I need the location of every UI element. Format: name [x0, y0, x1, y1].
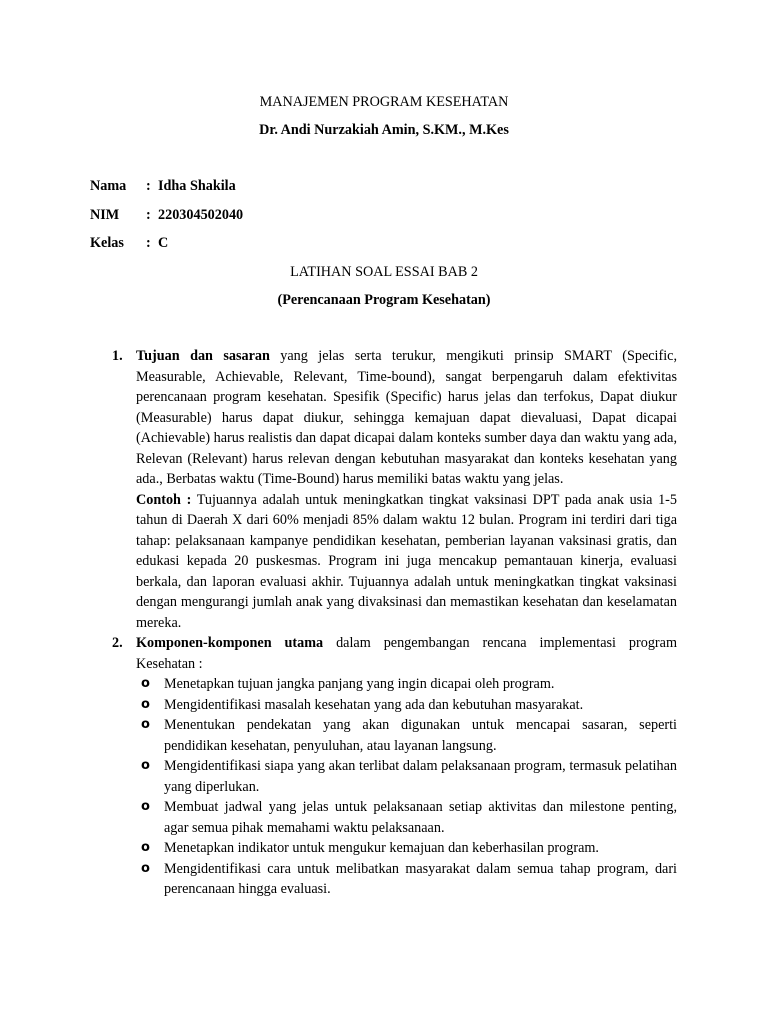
bullet-icon: o	[141, 676, 150, 691]
list-item	[136, 859, 677, 900]
list-item	[136, 674, 677, 695]
list-item	[136, 695, 677, 716]
answer-lead: Komponen-komponen utama	[136, 635, 324, 651]
bullet-text: Mengidentifikasi siapa yang akan terlibat dalam pelaksanaan program, termasuk pelatihan yang diperlukan.	[164, 758, 677, 795]
student-name-row	[90, 176, 236, 197]
answer-paragraph	[136, 633, 677, 674]
name-label: Nama	[90, 178, 127, 194]
bullet-text: Menetapkan tujuan jangka panjang yang ingin dicapai oleh program.	[164, 676, 555, 692]
example-text: Tujuannya adalah untuk meningkatkan tingkat vaksinasi DPT pada anak usia 1-5 tahun di Daerah X dari 60% menjadi 85% dalam waktu 12 bulan. Program ini terdiri dari tiga tahap: pelaksanaan kampanye pendidikan kesehatan, pemberian layanan vaksinasi gratis, dan edukasi kepada 20 puskesmas. Program ini juga mencakup pemantauan kinerja, evaluasi berkala, dan laporan evaluasi akhir. Tujuannya adalah untuk meningkatkan tingkat vaksinasi dengan mengurangi jumlah anak yang divaksinasi dan memastikan kesehatan dan keselamatan mereka.	[136, 491, 677, 631]
bullet-text: Membuat jadwal yang jelas untuk pelaksanaan setiap aktivitas dan milestone penting, agar semua pihak memahami waktu pelaksanaan.	[164, 799, 677, 836]
bullet-icon: o	[141, 717, 150, 732]
item-number: 2.	[112, 635, 123, 651]
section-subtitle: (Perencanaan Program Kesehatan)	[277, 292, 491, 308]
bullet-icon: o	[141, 696, 150, 712]
list-item	[136, 756, 677, 797]
answer-text: dalam pengembangan rencana implementasi program Kesehatan :	[136, 635, 677, 672]
student-class-row	[90, 233, 168, 254]
answer-item-2	[112, 633, 677, 900]
answer-item-1	[112, 346, 677, 633]
list-item	[136, 797, 677, 838]
bullet-icon: o	[141, 799, 150, 814]
bullet-icon: o	[141, 840, 150, 855]
bullet-text: Menentukan pendekatan yang akan digunakan untuk mencapai sasaran, seperti pendidikan kesehatan, penyuluhan, atau layanan langsung.	[164, 717, 677, 754]
list-item	[136, 838, 677, 859]
answer-text: yang jelas serta terukur, mengikuti prinsip SMART (Specific, Measurable, Achievable, Relevant, Time-bound), sangat berpengaruh dalam efektivitas perencanaan program kesehatan. Spesifik (Specific) harus jelas dan terfokus, Dapat diukur (Measurable) harus dapat diukur, sehingga kemajuan dapat dievaluasi, Dapat dicapai (Achievable) harus realistis dan dapat dicapai dalam konteks sumber daya dan waktu yang ada, Relevan (Relevant) harus relevan dengan kebutuhan masyarakat dan konteks kesehatan yang ada., Berbatas waktu (Time-Bound) harus memiliki batas waktu yang jelas.	[136, 348, 677, 487]
name-value: Idha Shakila	[158, 178, 236, 194]
example-label: Contoh :	[136, 491, 192, 508]
nim-separator: :	[146, 207, 151, 223]
nim-label: NIM	[90, 207, 120, 223]
nim-value: 220304502040	[158, 207, 244, 223]
example-paragraph	[136, 490, 677, 634]
bullet-text: Mengidentifikasi cara untuk melibatkan masyarakat dalam semua tahap program, dari perencanaan hingga evaluasi.	[164, 860, 677, 897]
item-number: 1.	[112, 348, 123, 364]
list-item	[136, 715, 677, 756]
bullet-text: Menetapkan indikator untuk mengukur kemajuan dan keberhasilan program.	[164, 840, 599, 856]
answer-paragraph	[136, 346, 677, 490]
bullet-icon: o	[141, 860, 150, 876]
lecturer-name: Dr. Andi Nurzakiah Amin, S.KM., M.Kes	[259, 122, 509, 138]
answer-list	[112, 346, 677, 900]
class-label: Kelas	[90, 235, 124, 251]
class-separator: :	[146, 235, 151, 251]
component-bullet-list	[136, 674, 677, 900]
student-nim-row	[90, 205, 243, 226]
document-title: MANAJEMEN PROGRAM KESEHATAN	[259, 94, 509, 110]
name-separator: :	[146, 178, 151, 194]
bullet-text: Mengidentifikasi masalah kesehatan yang ada dan kebutuhan masyarakat.	[164, 696, 584, 713]
answer-lead: Tujuan dan sasaran	[136, 348, 270, 364]
class-value: C	[158, 235, 169, 251]
section-title: LATIHAN SOAL ESSAI BAB 2	[290, 264, 478, 280]
bullet-icon: o	[141, 758, 150, 773]
